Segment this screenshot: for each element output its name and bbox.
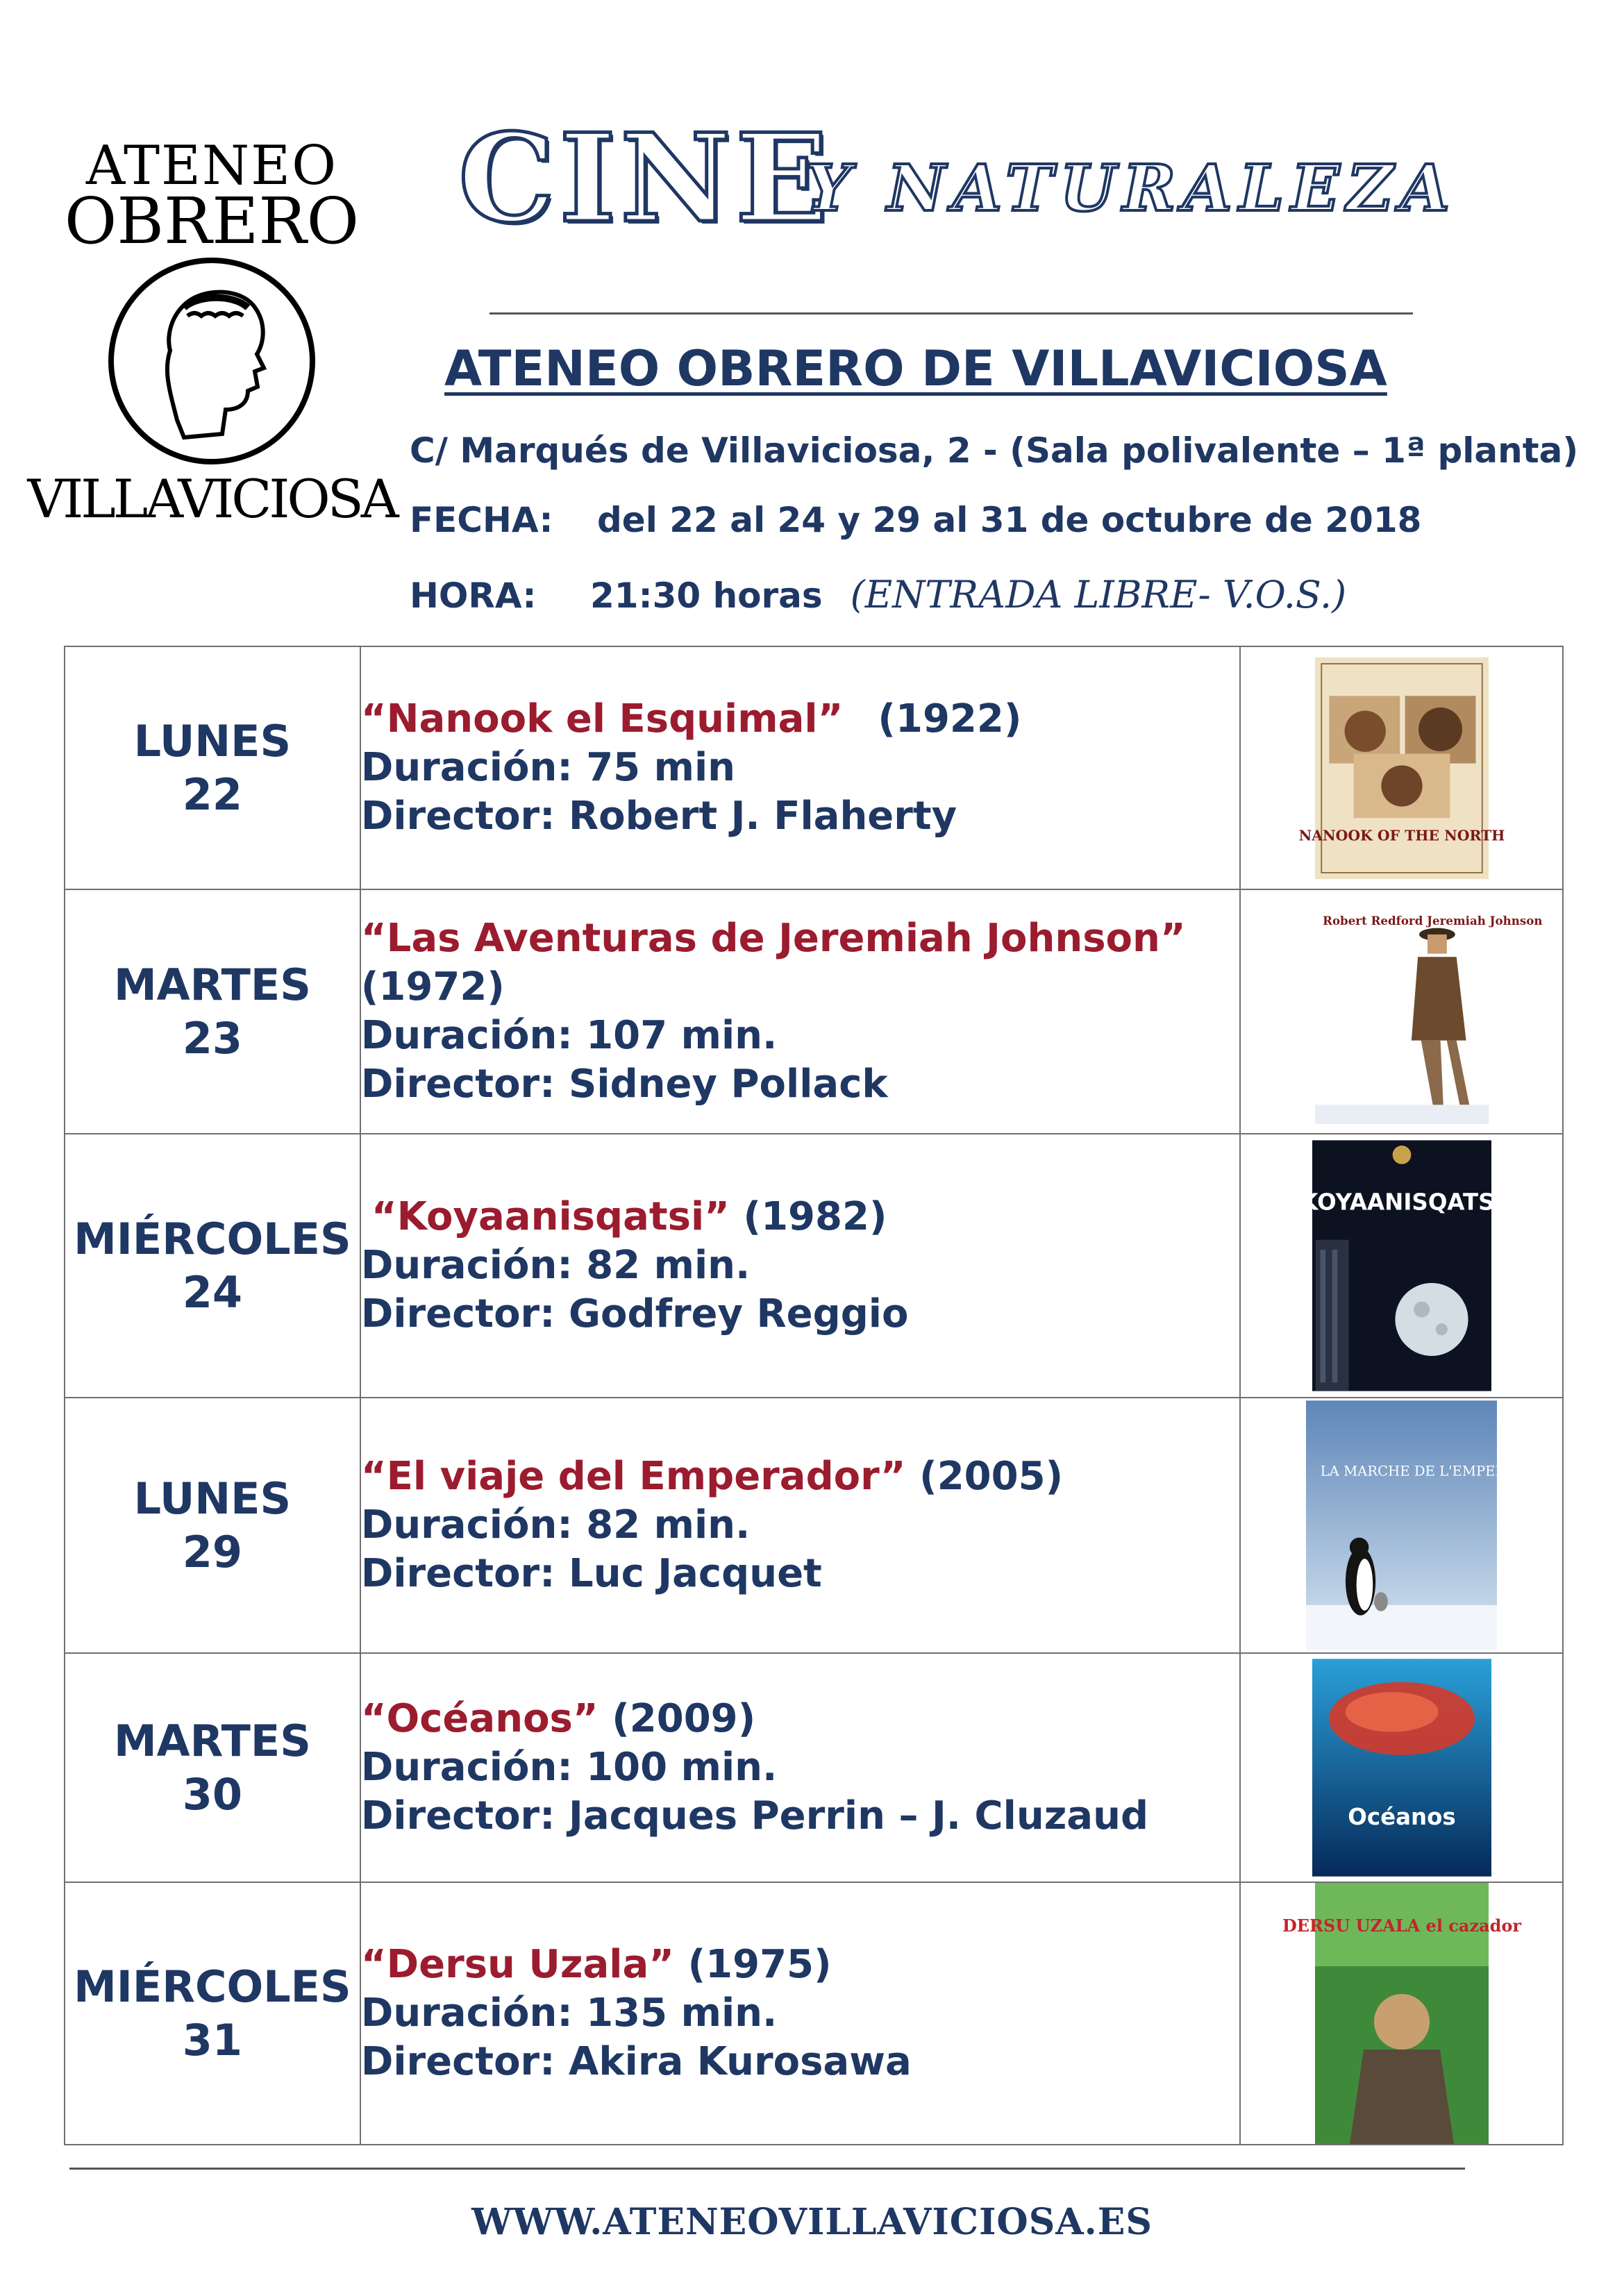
film-duration: Duración: 135 min. <box>360 1991 778 2036</box>
day-cell <box>65 1653 360 1882</box>
day-number: 23 <box>182 1013 243 1064</box>
poster-cell <box>1240 889 1563 1134</box>
poster-cell <box>1240 1398 1563 1653</box>
divider-top <box>489 312 1413 315</box>
day-cell <box>65 1398 360 1653</box>
film-duration: Duración: 100 min. <box>360 1745 778 1790</box>
film-duration: Duración: 82 min. <box>360 1502 751 1548</box>
day-number: 24 <box>182 1267 243 1318</box>
day-number: 31 <box>182 2015 243 2065</box>
poster-image-emperador <box>1306 1398 1538 1652</box>
film-director: Director: Akira Kurosawa <box>360 2039 912 2084</box>
logo-text-middle: OBRERO <box>64 184 360 258</box>
film-title: “Koyaanisqatsi” <box>371 1194 730 1239</box>
film-duration: Duración: 82 min. <box>360 1243 751 1288</box>
date-line <box>410 500 1421 540</box>
weekday: MARTES <box>113 959 311 1010</box>
film-title: “Las Aventuras de Jeremiah Johnson” <box>360 916 1186 961</box>
address-text: C/ Marqués de Villaviciosa, 2 - (Sala polivalente – 1ª planta) <box>410 430 1579 471</box>
film-director: Director: Robert J. Flaherty <box>360 794 957 839</box>
program-table <box>64 646 1564 2145</box>
table-row <box>65 646 1563 889</box>
table-row <box>65 1882 1563 2145</box>
poster-image-jeremiah <box>1315 890 1543 1133</box>
film-info-cell <box>360 1398 1240 1653</box>
film-year: (1975) <box>687 1942 832 1987</box>
film-year: (2009) <box>612 1696 756 1741</box>
film-director: Director: Luc Jacquet <box>360 1551 822 1596</box>
poster-text: Océanos <box>1347 1804 1456 1831</box>
film-director: Director: Godfrey Reggio <box>360 1291 909 1336</box>
poster-cell <box>1240 1134 1563 1398</box>
film-year: (1982) <box>743 1194 887 1239</box>
film-year: (1972) <box>360 964 505 1009</box>
website-link[interactable]: WWW.ATENEOVILLAVICIOSA.ES <box>471 2201 1153 2243</box>
day-cell <box>65 1882 360 2145</box>
title-block <box>458 108 1465 257</box>
weekday: MIÉRCOLES <box>74 1213 351 1264</box>
film-info-cell <box>360 646 1240 889</box>
time-line <box>410 573 1346 617</box>
address-line <box>410 430 1578 471</box>
day-number: 29 <box>182 1527 243 1577</box>
day-number: 30 <box>182 1769 243 1820</box>
poster-image-koyaanisqatsi <box>1300 1134 1503 1397</box>
ateneo-logo <box>27 128 396 531</box>
poster-image-oceanos <box>1312 1654 1491 1882</box>
poster-text: NANOOK OF THE NORTH <box>1298 827 1505 844</box>
poster-text: LA MARCHE DE L'EMPEREUR <box>1320 1463 1538 1480</box>
logo-text-top: ATENEO <box>85 135 338 197</box>
poster-cell <box>1240 1882 1563 2145</box>
poster-text: KOYAANISQATSI <box>1300 1189 1503 1216</box>
poster-image-dersu <box>1282 1883 1521 2144</box>
film-director: Director: Sidney Pollack <box>360 1062 888 1107</box>
table-row <box>65 889 1563 1134</box>
film-duration: Duración: 75 min <box>360 745 736 790</box>
film-title: “Dersu Uzala” <box>360 1942 675 1987</box>
film-title: “Océanos” <box>360 1696 598 1741</box>
film-info-cell <box>360 1653 1240 1882</box>
day-number: 22 <box>182 769 243 820</box>
film-director: Director: Jacques Perrin – J. Cluzaud <box>360 1793 1149 1838</box>
table-row <box>65 1134 1563 1398</box>
film-duration: Duración: 107 min. <box>360 1013 778 1058</box>
weekday: LUNES <box>133 1473 292 1524</box>
title-naturaleza: Y NATURALEZA <box>805 151 1457 226</box>
day-cell <box>65 1134 360 1398</box>
day-cell <box>65 646 360 889</box>
film-year: (1922) <box>878 696 1022 741</box>
weekday: MARTES <box>113 1715 311 1766</box>
weekday: LUNES <box>133 715 292 766</box>
film-info-cell <box>360 1134 1240 1398</box>
day-cell <box>65 889 360 1134</box>
film-year: (2005) <box>919 1454 1064 1499</box>
film-info-cell <box>360 889 1240 1134</box>
title-cine: CINE <box>458 108 832 250</box>
weekday: MIÉRCOLES <box>74 1961 351 2012</box>
date-value: del 22 al 24 y 29 al 31 de octubre de 2018 <box>597 500 1422 540</box>
logo-text-bottom: VILLAVICIOSA <box>27 468 396 530</box>
time-label: HORA: <box>410 576 537 616</box>
film-title: “El viaje del Emperador” <box>360 1454 906 1499</box>
time-value: 21:30 horas <box>590 576 823 616</box>
divider-bottom <box>69 2168 1465 2170</box>
poster-cell <box>1240 646 1563 889</box>
table-row <box>65 1653 1563 1882</box>
date-label: FECHA: <box>410 500 553 540</box>
table-row <box>65 1398 1563 1653</box>
poster-cell <box>1240 1653 1563 1882</box>
poster-text: Robert Redford Jeremiah Johnson <box>1322 914 1543 928</box>
poster-image-nanook <box>1298 648 1505 888</box>
film-info-cell <box>360 1882 1240 2145</box>
film-title: “Nanook el Esquimal” <box>360 696 844 741</box>
entrada-note: (ENTRADA LIBRE- V.O.S.) <box>850 573 1347 617</box>
poster-text: DERSU UZALA el cazador <box>1282 1916 1521 1936</box>
org-title: ATENEO OBRERO DE VILLAVICIOSA <box>444 340 1387 397</box>
